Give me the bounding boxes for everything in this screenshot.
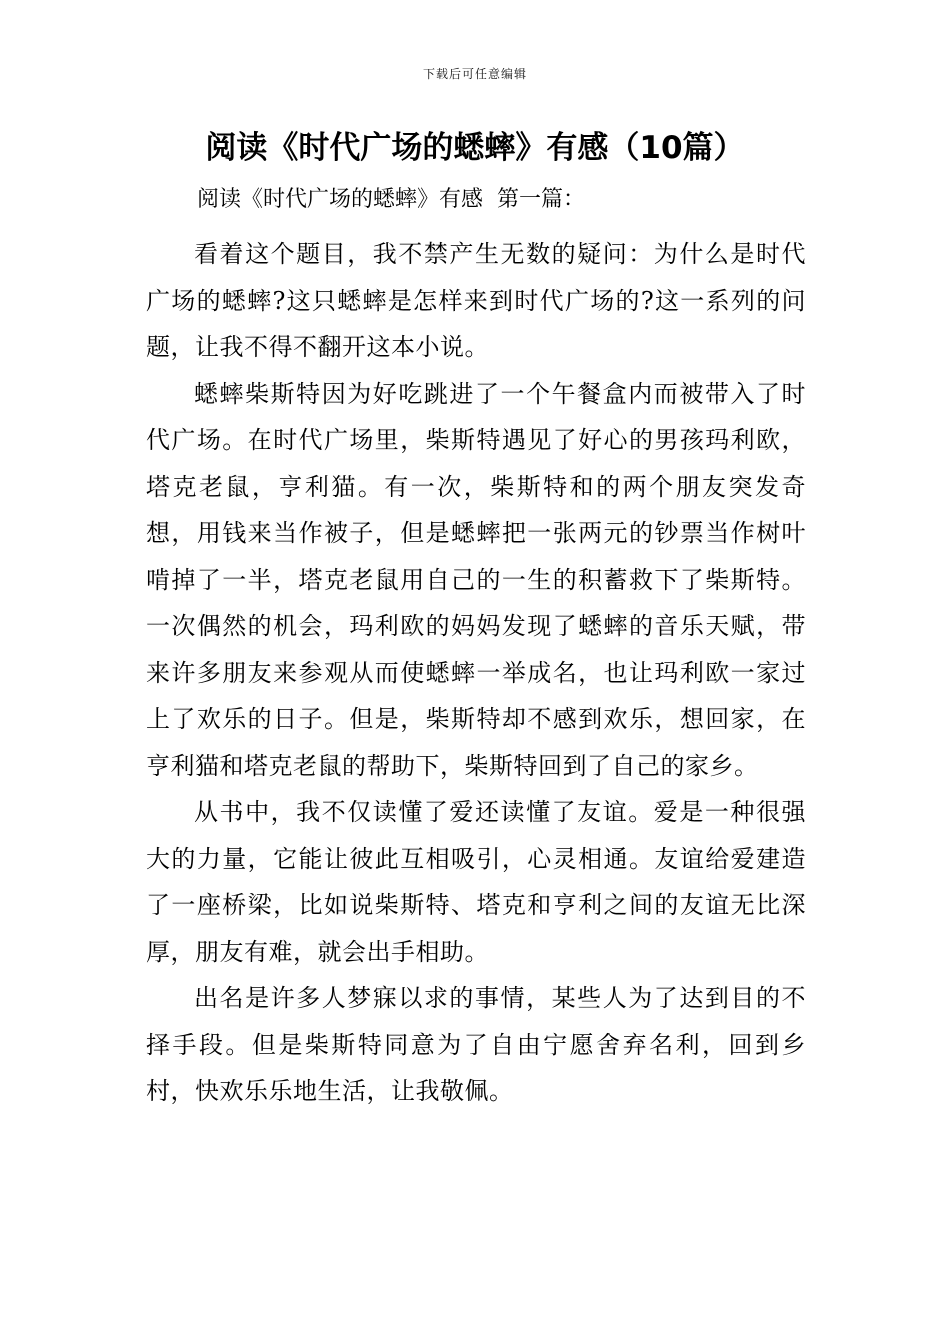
paragraph-3: 从书中，我不仅读懂了爱还读懂了友谊。爱是一种很强大的力量，它能让彼此互相吸引，心灵相通。友谊给爱建造了一座桥梁，比如说柴斯特、塔克和亨利之间的友谊无比深厚，朋友有难，就会出手相助。 xyxy=(146,798,806,966)
paragraph-4: 出名是许多人梦寐以求的事情，某些人为了达到目的不择手段。但是柴斯特同意为了自由宁愿舍弃名利，回到乡村，快欢乐乐地生活，让我敬佩。 xyxy=(146,984,806,1105)
document-title: 阅读《时代广场的蟋蟀》有感（10篇） xyxy=(205,130,745,166)
section-heading: 阅读《时代广场的蟋蟀》有感 第一篇： xyxy=(197,187,585,212)
paragraph-1: 看着这个题目，我不禁产生无数的疑问：为什么是时代广场的蟋蟀?这只蟋蟀是怎样来到时代广场的?这一系列的问题，让我不得不翻开这本小说。 xyxy=(146,240,806,361)
body-text xyxy=(146,231,806,1115)
paragraph-2: 蟋蟀柴斯特因为好吃跳进了一个午餐盒内而被带入了时代广场。在时代广场里，柴斯特遇见了好心的男孩玛利欧，塔克老鼠，亨利猫。有一次，柴斯特和的两个朋友突发奇想，用钱来当作被子，但是蟋蟀把一张两元的钞票当作树叶啃掉了一半，塔克老鼠用自己的一生的积蓄救下了柴斯特。一次偶然的机会，玛利欧的妈妈发现了蟋蟀的音乐天赋，带来许多朋友来参观从而使蟋蟀一举成名，也让玛利欧一家过上了欢乐的日子。但是，柴斯特却不感到欢乐，想回家，在亨利猫和塔克老鼠的帮助下，柴斯特回到了自己的家乡。 xyxy=(146,379,806,780)
header-note: 下载后可任意编辑 xyxy=(422,67,527,81)
